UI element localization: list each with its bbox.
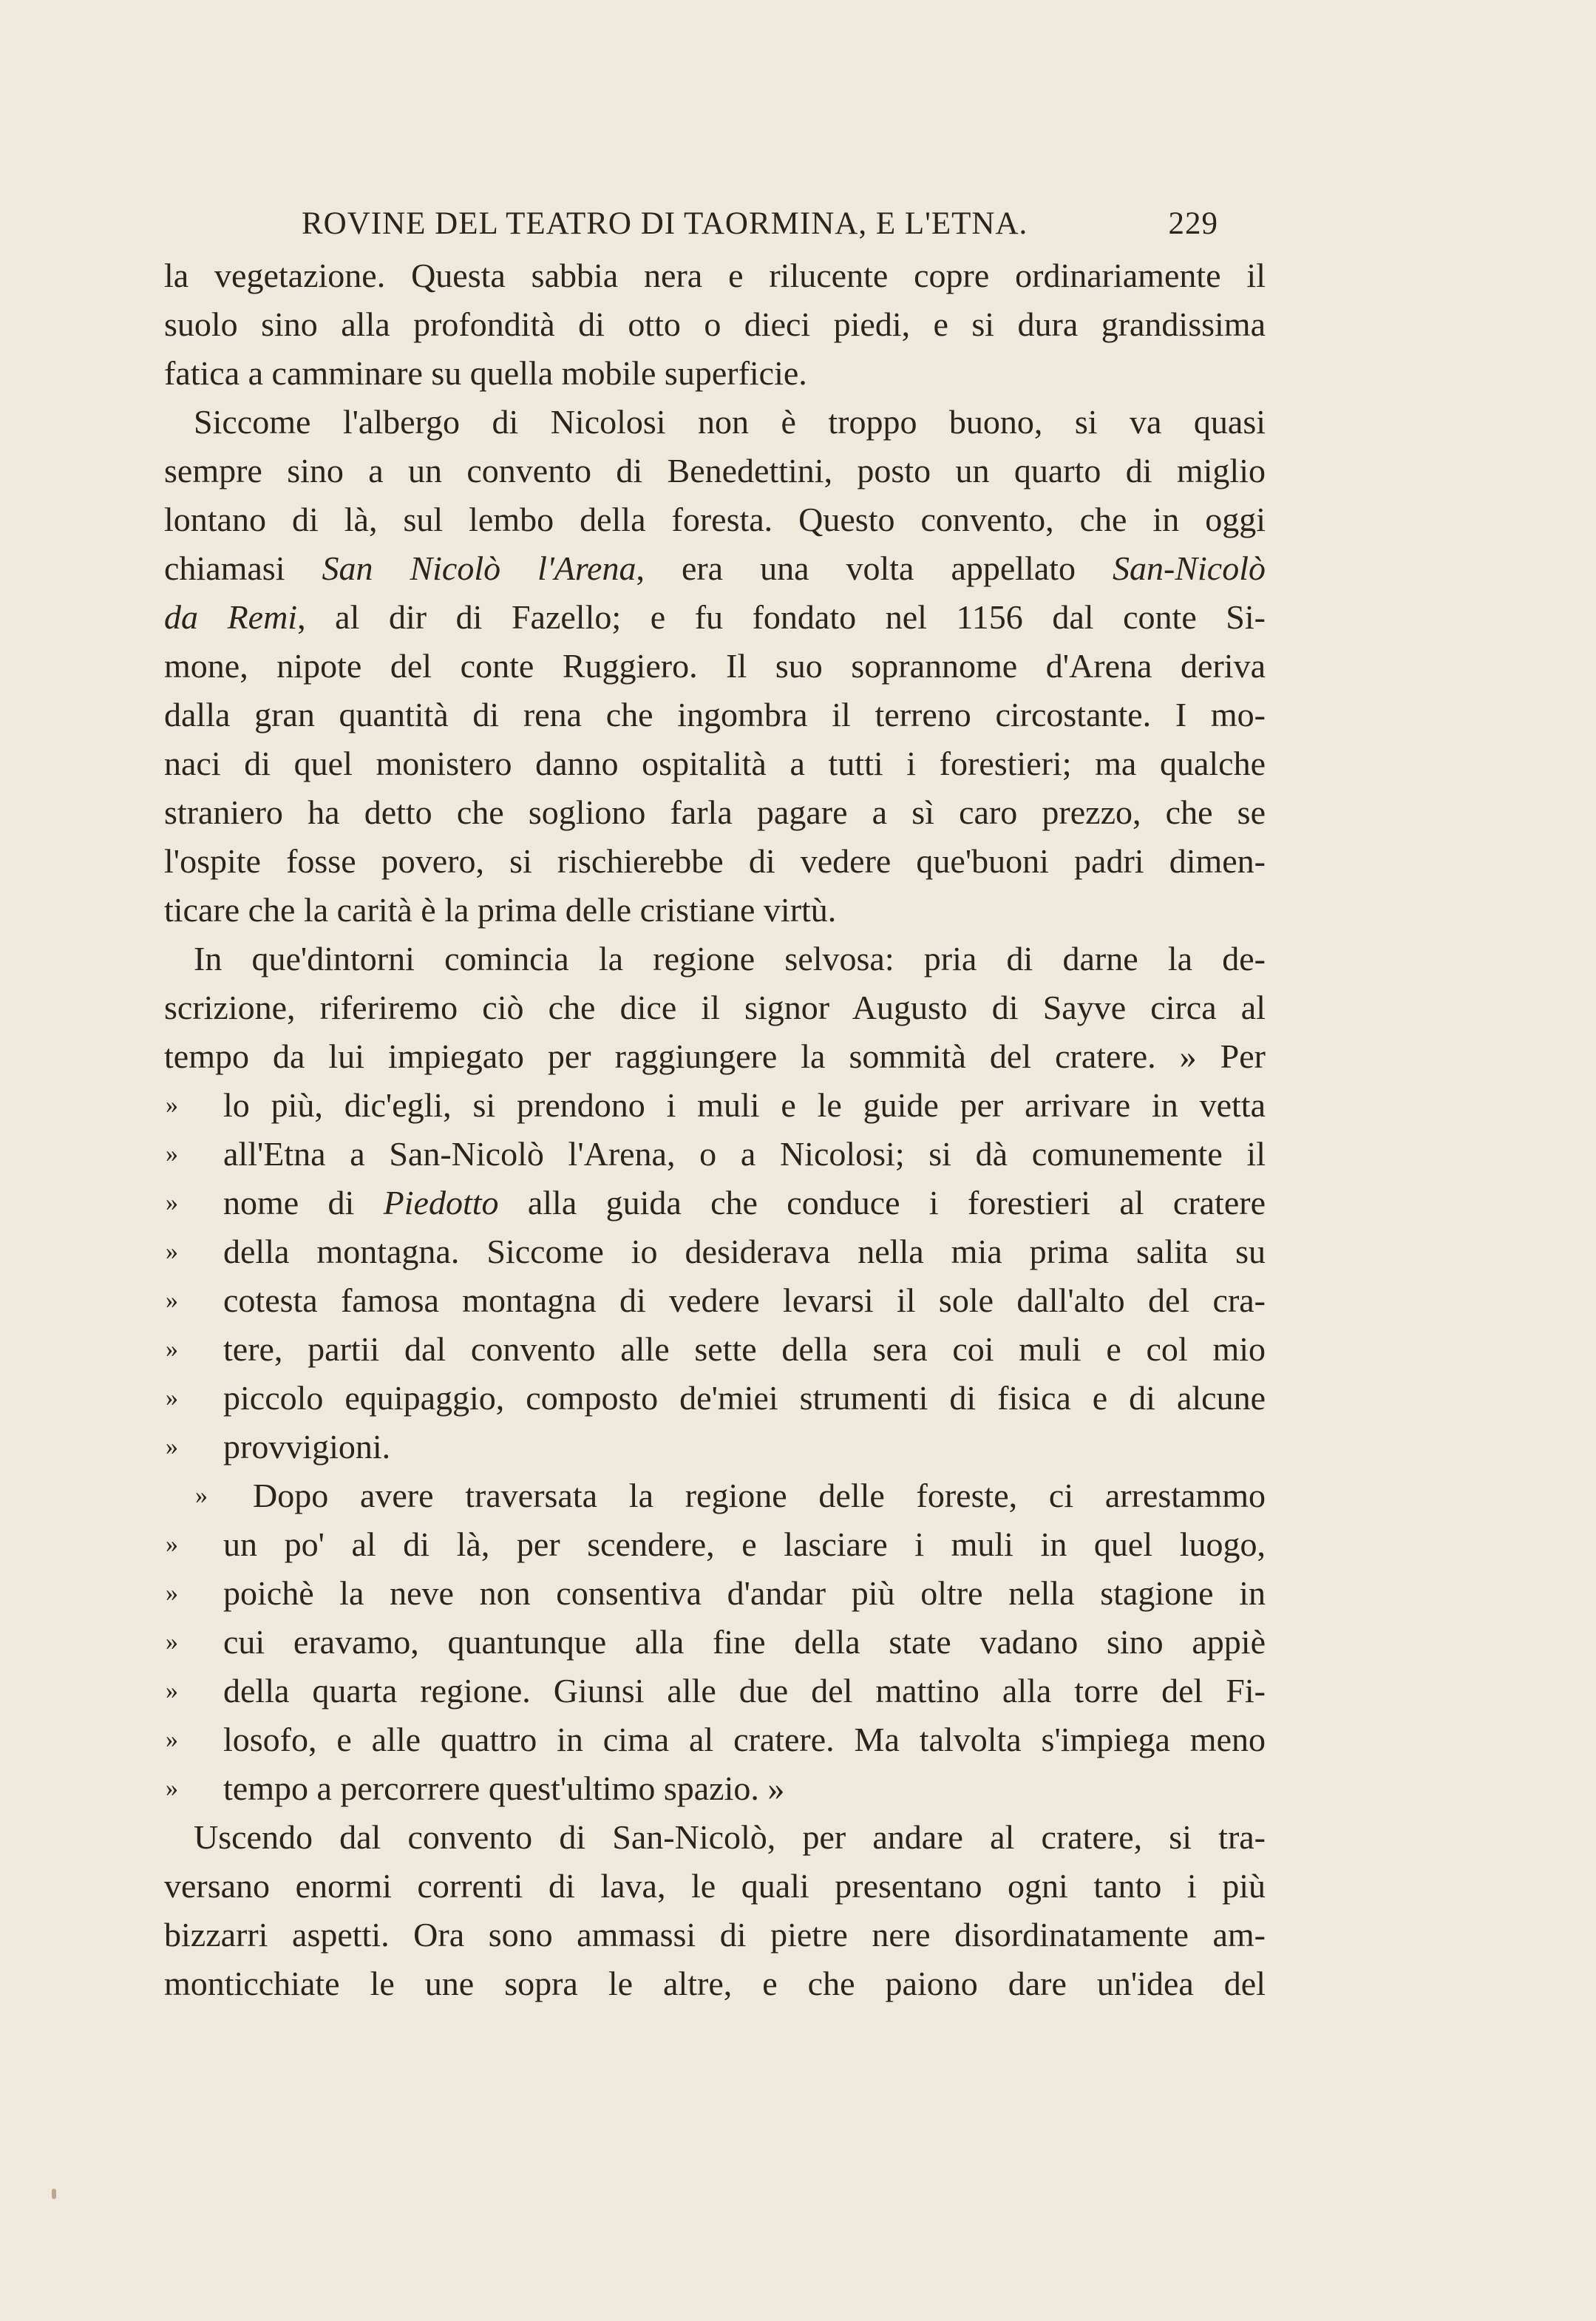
- line-text: tere, partii dal convento alle sette della sera coi muli e col mio: [223, 1330, 1266, 1368]
- line-text: piccolo equipaggio, composto de'miei strumenti di fisica e di alcune: [223, 1379, 1266, 1417]
- text-line: [164, 1813, 1266, 1862]
- line-text: losofo, e alle quattro in cima al cratere. Ma talvolta s'impiega meno: [223, 1721, 1266, 1758]
- italic-text: San Nicolò l'Arena: [322, 549, 636, 587]
- line-text: ticare che la carità è la prima delle cristiane virtù.: [164, 891, 837, 929]
- line-text: della montagna. Siccome io desiderava nella mia prima salita su: [223, 1233, 1266, 1270]
- quoted-line: [164, 1715, 1266, 1764]
- italic-text: da Remi: [164, 598, 298, 636]
- quoted-line: [164, 1667, 1266, 1715]
- quote-mark: »: [166, 1726, 178, 1753]
- text-line: [164, 398, 1266, 447]
- quoted-line: [164, 1764, 1266, 1813]
- page-number: 229: [1168, 206, 1218, 241]
- quoted-line: [164, 1325, 1266, 1374]
- line-text: monticchiate le une sopra le altre, e che paiono dare un'idea del: [164, 1965, 1266, 2002]
- line-text: lontano di là, sul lembo della foresta. Questo convento, che in oggi: [164, 501, 1266, 538]
- quoted-line: [164, 1081, 1266, 1130]
- line-text: , al dir di Fazello; e fu fondato nel 1156 dal conte Si-: [297, 598, 1266, 636]
- line-text: nome di: [223, 1184, 384, 1222]
- quote-mark: »: [166, 1531, 178, 1558]
- text-line: [164, 1032, 1266, 1081]
- quote-mark: »: [166, 1433, 178, 1460]
- text-line: [164, 642, 1266, 691]
- text-line: [164, 691, 1266, 739]
- line-text: all'Etna a San-Nicolò l'Arena, o a Nicolosi; si dà comunemente il: [223, 1135, 1266, 1173]
- line-text: , era una volta appellato: [636, 549, 1113, 587]
- line-text: Uscendo dal convento di San-Nicolò, per andare al cratere, si tra-: [194, 1818, 1266, 1856]
- quote-mark: »: [166, 1189, 178, 1216]
- quoted-line: [164, 1374, 1266, 1423]
- text-line: [164, 1862, 1266, 1911]
- text-line: [164, 788, 1266, 837]
- line-text: dalla gran quantità di rena che ingombra il terreno circostante. I mo-: [164, 696, 1266, 733]
- line-text: un po' al di là, per scendere, e lasciare i muli in quel luogo,: [223, 1525, 1266, 1563]
- line-text: versano enormi correnti di lava, le quali presentano ogni tanto i più: [164, 1867, 1266, 1905]
- quoted-line: [164, 1520, 1266, 1569]
- line-text: scrizione, riferiremo ciò che dice il signor Augusto di Sayve circa al: [164, 989, 1266, 1026]
- text-line: [164, 886, 1266, 935]
- quote-mark: »: [166, 1287, 178, 1314]
- running-header: [302, 206, 1218, 250]
- line-text: lo più, dic'egli, si prendono i muli e le guide per arrivare in vetta: [223, 1086, 1266, 1124]
- quote-mark: »: [166, 1140, 178, 1168]
- line-text: In que'dintorni comincia la regione selvosa: pria di darne la de-: [194, 940, 1266, 977]
- italic-text: San-Nicolò: [1113, 549, 1266, 587]
- text-line: [164, 1911, 1266, 1959]
- line-text: straniero ha detto che sogliono farla pagare a sì caro prezzo, che se: [164, 793, 1266, 831]
- quote-mark: »: [166, 1579, 178, 1607]
- quote-mark: »: [166, 1677, 178, 1704]
- line-text: provvigioni.: [223, 1428, 391, 1466]
- italic-text: Piedotto: [383, 1184, 499, 1222]
- paper-stain: [52, 2189, 56, 2199]
- text-line: [164, 349, 1266, 398]
- line-text: mone, nipote del conte Ruggiero. Il suo soprannome d'Arena deriva: [164, 647, 1266, 685]
- line-text: la vegetazione. Questa sabbia nera e rilucente copre ordinariamente il: [164, 257, 1266, 294]
- line-text: poichè la neve non consentiva d'andar più oltre nella stagione in: [223, 1574, 1266, 1612]
- line-text: tempo a percorrere quest'ultimo spazio. »: [223, 1769, 785, 1807]
- quote-mark: »: [195, 1482, 208, 1509]
- line-text: sempre sino a un convento di Benedettini, posto un quarto di miglio: [164, 452, 1266, 489]
- line-text: l'ospite fosse povero, si rischierebbe di vedere que'buoni padri dimen-: [164, 842, 1266, 880]
- body-text: [164, 251, 1266, 2008]
- line-text: naci di quel monistero danno ospitalità a tutti i forestieri; ma qualche: [164, 745, 1266, 782]
- quoted-line: [164, 1130, 1266, 1179]
- text-line: [164, 983, 1266, 1032]
- text-line: [164, 544, 1266, 593]
- quoted-line: [164, 1618, 1266, 1667]
- quote-mark: »: [166, 1628, 178, 1656]
- line-text: cotesta famosa montagna di vedere levarsi il sole dall'alto del cra-: [223, 1281, 1266, 1319]
- text-line: [164, 495, 1266, 544]
- text-line: [164, 447, 1266, 495]
- quote-mark: »: [166, 1384, 178, 1412]
- quoted-line: [164, 1179, 1266, 1227]
- text-line: [164, 300, 1266, 349]
- line-text: bizzarri aspetti. Ora sono ammassi di pietre nere disordinatamente am-: [164, 1916, 1266, 1954]
- text-line: [164, 1959, 1266, 2008]
- text-line: [164, 935, 1266, 983]
- quoted-line: [164, 1471, 1266, 1520]
- line-text: Siccome l'albergo di Nicolosi non è troppo buono, si va quasi: [194, 403, 1266, 441]
- line-text: alla guida che conduce i forestieri al cratere: [498, 1184, 1266, 1222]
- line-text: della quarta regione. Giunsi alle due del mattino alla torre del Fi-: [223, 1672, 1266, 1710]
- quote-mark: »: [166, 1775, 178, 1802]
- line-text: chiamasi: [164, 549, 322, 587]
- quote-mark: »: [166, 1335, 178, 1363]
- line-text: cui eravamo, quantunque alla fine della state vadano sino appiè: [223, 1623, 1266, 1661]
- quote-mark: »: [166, 1091, 178, 1119]
- running-title: ROVINE DEL TEATRO DI TAORMINA, E L'ETNA.: [302, 206, 1028, 241]
- text-line: [164, 251, 1266, 300]
- line-text: tempo da lui impiegato per raggiungere la sommità del cratere. » Per: [164, 1037, 1266, 1075]
- line-text: fatica a camminare su quella mobile superficie.: [164, 354, 807, 392]
- quoted-line: [164, 1227, 1266, 1276]
- text-line: [164, 593, 1266, 642]
- text-line: [164, 739, 1266, 788]
- line-text: suolo sino alla profondità di otto o dieci piedi, e si dura grandissima: [164, 305, 1266, 343]
- text-line: [164, 837, 1266, 886]
- quoted-line: [164, 1276, 1266, 1325]
- line-text: Dopo avere traversata la regione delle foreste, ci arrestammo: [253, 1477, 1266, 1514]
- quoted-line: [164, 1569, 1266, 1618]
- quoted-line: [164, 1423, 1266, 1471]
- quote-mark: »: [166, 1238, 178, 1265]
